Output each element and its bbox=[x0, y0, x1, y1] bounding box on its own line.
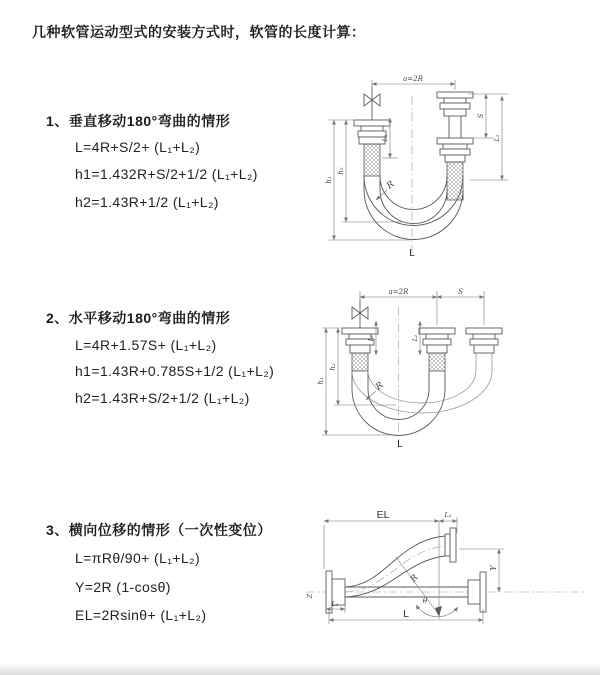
dimension-lines bbox=[328, 80, 508, 240]
hose-u-bend-shifted bbox=[352, 353, 492, 413]
dim-label-l1: L₁ bbox=[368, 334, 375, 342]
formula-h2-2: h2=1.43R+S/2+1/2 (L₁+L₂) bbox=[75, 390, 250, 406]
dim-label-h1: h₁ bbox=[317, 377, 325, 385]
dim-label-h1: h₁ bbox=[325, 176, 333, 184]
dim-label-h2: h₂ bbox=[337, 167, 345, 175]
formula-h1-2: h1=1.43R+0.785S+1/2 (L₁+L₂) bbox=[75, 363, 275, 379]
dimension-lines bbox=[324, 517, 504, 624]
dim-label-l2: L₂ bbox=[444, 511, 452, 519]
dim-label-h2: h₂ bbox=[329, 363, 337, 371]
length-label: L bbox=[397, 438, 403, 450]
formula-length-3: L=πRθ/90+ (L₁+L₂) bbox=[75, 550, 201, 566]
page-title: 几种软管运动型式的安装方式时，软管的长度计算： bbox=[32, 24, 366, 40]
radius-label: R bbox=[374, 380, 386, 393]
displaced-flange bbox=[445, 528, 456, 562]
braided-hose-left bbox=[352, 353, 368, 371]
dim-label-span: a=2R bbox=[403, 75, 423, 83]
diagram-vertical-180-bend bbox=[312, 70, 600, 268]
page-bottom-edge bbox=[0, 663, 600, 675]
formula-h2-1: h2=1.43R+1/2 (L₁+L₂) bbox=[75, 194, 219, 210]
dim-label-l1: L₁ bbox=[331, 600, 339, 608]
valve-symbol bbox=[352, 299, 368, 328]
formula-h1-1: h1=1.432R+S/2+1/2 (L₁+L₂) bbox=[75, 166, 258, 182]
diagram-horizontal-180-bend bbox=[312, 283, 600, 461]
right-lower-flange bbox=[437, 138, 473, 162]
hose-displaced-position bbox=[345, 536, 445, 597]
right-flange bbox=[468, 572, 486, 612]
dim-label-el: EL bbox=[376, 509, 390, 521]
dim-label-span: a=2R bbox=[388, 288, 409, 296]
braided-hose-left bbox=[364, 144, 380, 176]
dim-label-l2: L₂ bbox=[412, 334, 419, 342]
dim-label-l2: L₂ bbox=[493, 134, 501, 142]
dim-label-s: S bbox=[477, 113, 485, 119]
diagram-lateral-displacement bbox=[298, 505, 598, 667]
formula-length-2: L=4R+1.57S+ (L₁+L₂) bbox=[75, 337, 217, 353]
right-upper-flange bbox=[437, 92, 473, 116]
radius-label: R bbox=[408, 572, 421, 585]
formula-length-1: L=4R+S/2+ (L₁+L₂) bbox=[75, 139, 201, 155]
position-mark: Z bbox=[306, 593, 314, 599]
radius-label: R bbox=[385, 179, 397, 192]
formula-el-3: EL=2Rsinθ+ (L₁+L₂) bbox=[75, 607, 207, 623]
section-3-heading: 3、横向位移的情形（一次性变位） bbox=[46, 522, 272, 538]
braided-hose-middle bbox=[429, 353, 445, 371]
dim-label-l: L bbox=[403, 608, 409, 620]
angle-theta-label: θ bbox=[422, 596, 428, 605]
dim-label-y: Y bbox=[489, 565, 498, 571]
dim-label-l1: L₁ bbox=[381, 134, 389, 142]
right-flange bbox=[466, 328, 502, 353]
dim-label-s: S bbox=[458, 288, 463, 296]
section-1-heading: 1、垂直移动180°弯曲的情形 bbox=[46, 113, 231, 129]
length-label: L bbox=[409, 247, 415, 259]
right-pipe bbox=[449, 116, 461, 138]
dimension-lines bbox=[322, 291, 484, 435]
formula-y-3: Y=2R (1-cosθ) bbox=[75, 579, 171, 595]
braided-hose-right bbox=[447, 162, 463, 200]
section-2-heading: 2、水平移动180°弯曲的情形 bbox=[46, 310, 231, 326]
middle-flange bbox=[419, 328, 455, 353]
